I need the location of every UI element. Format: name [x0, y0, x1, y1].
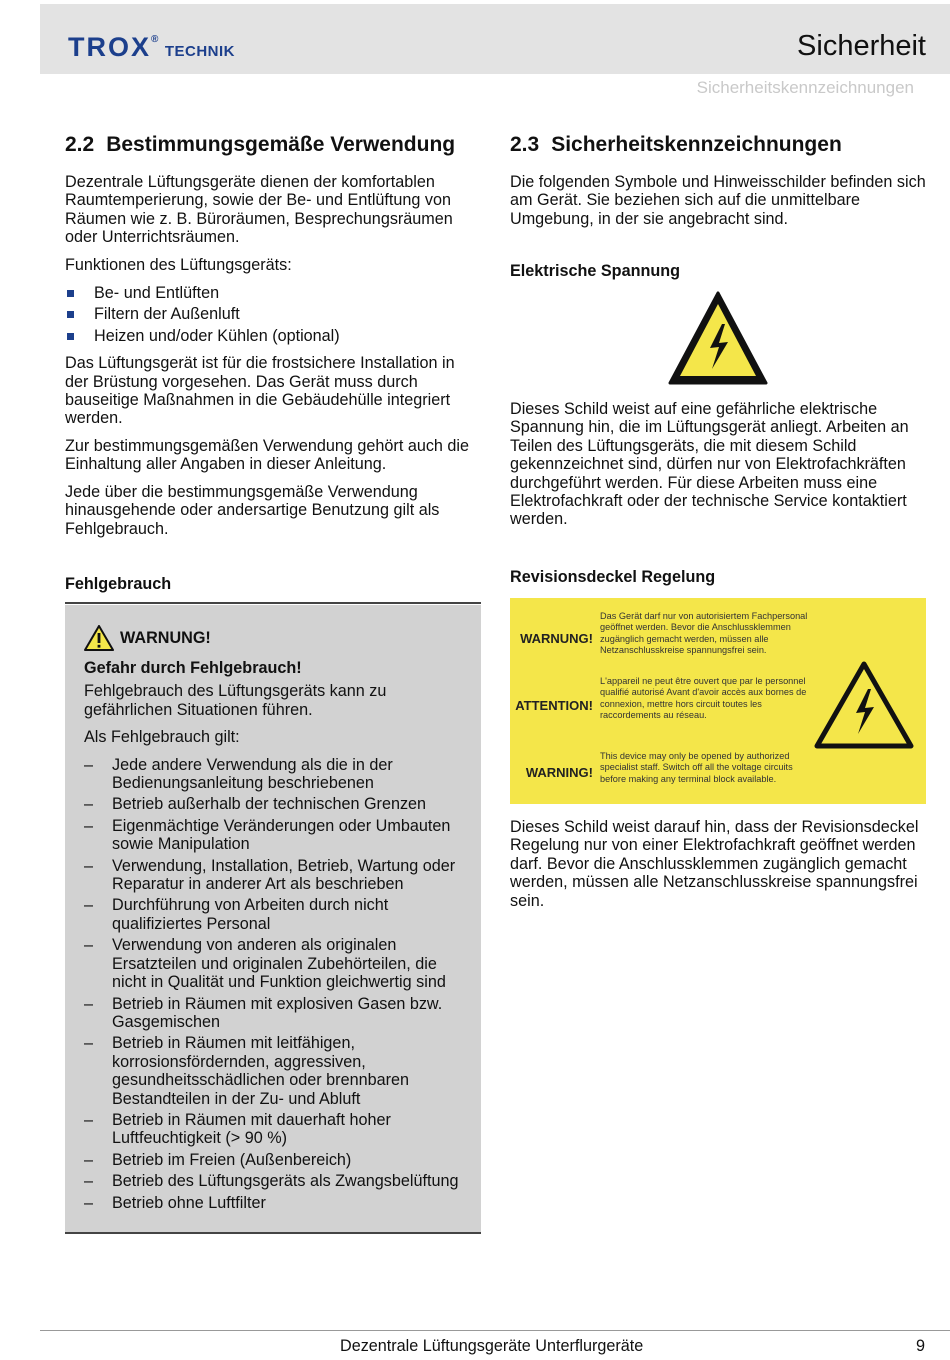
misuse-definition-paragraph: Jede über die bestimmungsgemäße Verwendung hinausgehende oder andersartige Benutzung gilt als Fehlgebrauch.	[65, 482, 440, 538]
warning-box	[65, 605, 481, 1234]
sign-label-de: WARNUNG!	[520, 631, 593, 646]
list-item: – Betrieb im Freien (Außenbereich)	[84, 1150, 352, 1169]
list-item: – Betrieb des Lüftungsgeräts als Zwangsbelüftung	[84, 1172, 459, 1191]
revision-cover-sign	[510, 598, 926, 804]
functions-list	[65, 284, 475, 345]
list-item: Be- und Entlüften	[65, 284, 475, 302]
warning-text: Fehlgebrauch des Lüftungsgeräts kann zu gefährlichen Situationen führen.	[84, 682, 387, 719]
intro-paragraph: Dezentrale Lüftungsgeräte dienen der komfortablen Raumtemperierung, sowie der Be- und Entlüftung von Räumen wie z. B. Büroräumen, Besprechungsräumen oder Unterrichtsräumen.	[65, 173, 453, 247]
heading-number: 2.2	[65, 133, 95, 156]
page-header	[40, 4, 950, 74]
warning-content	[84, 625, 474, 1215]
heading-intended-use	[65, 132, 475, 158]
revision-cover-text: Dieses Schild weist darauf hin, dass der Revisionsdeckel Regelung nur von einer Elektrofachkraft geöffnet werden darf. Bevor die Anschlussklemmen zugänglich gemacht werden, müssen alle Netzanschlusskreise spannungsfrei sein.	[510, 818, 919, 910]
list-item: – Betrieb ohne Luftfilter	[84, 1193, 266, 1212]
list-item: – Betrieb in Räumen mit dauerhaft hoher Luftfeuchtigkeit (> 90 %)	[84, 1110, 391, 1148]
list-item: – Verwendung, Installation, Betrieb, Wartung oder Reparatur in anderer Art als beschrieben	[84, 856, 456, 894]
bullet-square-icon	[67, 333, 74, 340]
sign-text-en: This device may only be opened by authorized specialist staff. Switch off all the voltage circuits before making any terminal block available.	[600, 751, 793, 784]
sign-text-de: Das Gerät darf nur von autorisiertem Fachpersonal geöffnet werden. Bevor die Anschlussklemmen zugänglich gemacht werden, müssen alle Netzanschlusskreise spannungsfrei sein.	[600, 611, 808, 655]
warning-triangle-icon	[84, 625, 114, 651]
revision-cover-heading: Revisionsdeckel Regelung	[510, 568, 716, 586]
list-item: – Eigenmächtige Veränderungen oder Umbauten sowie Manipulation	[84, 816, 451, 854]
misuse-list	[84, 756, 474, 1212]
list-item: – Betrieb außerhalb der technischen Grenzen	[84, 795, 427, 814]
signs-intro-paragraph: Die folgenden Symbole und Hinweisschilder befinden sich am Gerät. Sie beziehen sich auf die unmittelbare Umgebung, in der sie angebracht sind.	[510, 173, 926, 228]
electric-voltage-text: Dieses Schild weist auf eine gefährliche elektrische Spannung hin, die im Lüftungsgerät anliegt. Arbeiten an Teilen des Lüftungsgeräts, die mit diesem Schild gekennzeichnet sind, dürfen nur von Elektrofachkräften durchgeführt werden. Für diese Arbeiten muss eine Elektrofachkraft oder der technische Service kontaktiert werden.	[510, 400, 909, 529]
high-voltage-warning-icon	[667, 290, 769, 386]
bullet-square-icon	[67, 290, 74, 297]
warning-subtitle: Gefahr durch Fehlgebrauch!	[84, 659, 302, 677]
heading-text: Sicherheitskennzeichnungen	[551, 133, 842, 156]
misuse-heading: Fehlgebrauch	[65, 575, 172, 593]
trox-logo	[68, 32, 235, 63]
list-item: Heizen und/oder Kühlen (optional)	[65, 327, 475, 345]
sign-text-fr: L'appareil ne peut être ouvert que par le personnel qualifié autorisé Avant d'avoir accès aux bornes de connexion, mettre hors circuit toutes les raccordements au réseau.	[600, 676, 807, 720]
list-item: Filtern der Außenluft	[65, 305, 475, 323]
sign-label-fr: ATTENTION!	[515, 698, 593, 713]
functions-label: Funktionen des Lüftungsgeräts:	[65, 255, 292, 274]
electric-voltage-heading: Elektrische Spannung	[510, 262, 681, 280]
warning-list-label: Als Fehlgebrauch gilt:	[84, 728, 240, 747]
right-column	[510, 132, 926, 237]
high-voltage-warning-icon	[814, 661, 914, 749]
heading-safety-signs	[510, 132, 926, 158]
footer-title: Dezentrale Lüftungsgeräte Unterflurgeräte	[340, 1337, 644, 1355]
heading-number: 2.3	[510, 133, 540, 156]
list-item: – Jede andere Verwendung als die in der Bedienungsanleitung beschriebenen	[84, 755, 393, 793]
list-item: – Betrieb in Räumen mit explosiven Gasen bzw. Gasgemischen	[84, 994, 443, 1031]
logo-subtext: TECHNIK	[164, 43, 236, 60]
compliance-paragraph: Zur bestimmungsgemäßen Verwendung gehört auch die Einhaltung aller Angaben in dieser Anleitung.	[65, 436, 470, 474]
section-title: Sicherheit	[797, 30, 926, 62]
left-column	[65, 132, 475, 547]
warning-title: WARNUNG!	[84, 625, 474, 651]
heading-text: Bestimmungsgemäße Verwendung	[106, 133, 456, 156]
list-item: – Durchführung von Arbeiten durch nicht qualifiziertes Personal	[84, 896, 389, 933]
sign-label-en: WARNING!	[525, 765, 593, 780]
list-item: – Betrieb in Räumen mit leitfähigen, korrosionsfördernden, aggressiven, gesundheitsschädlichen oder brennbaren Bestandteilen in der Zu- und Abluft	[84, 1034, 409, 1108]
subsection-title: Sicherheitskennzeichnungen	[696, 78, 914, 97]
installation-paragraph: Das Lüftungsgerät ist für die frostsichere Installation in der Brüstung vorgesehen. Das Gerät muss durch bauseitige Maßnahmen in die Gebäudehülle integriert werden.	[65, 354, 455, 428]
logo-registered-mark: ®	[151, 34, 159, 45]
list-item: – Verwendung von anderen als originalen Ersatzteilen und originalen Zubehörteilen, die nicht in Qualität und Funktion gleichwertig sind	[84, 936, 446, 992]
footer-divider	[40, 1330, 950, 1331]
logo-brand: TROX	[68, 32, 152, 62]
page-number: 9	[915, 1337, 925, 1355]
divider	[65, 602, 481, 604]
bullet-square-icon	[67, 311, 74, 318]
